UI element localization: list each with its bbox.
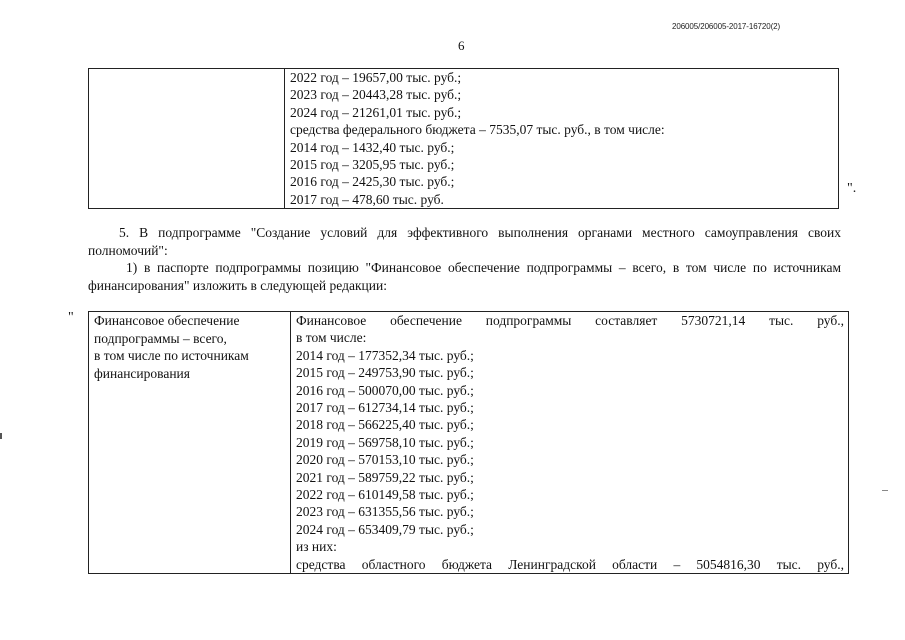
table-line: 2022 год – 19657,00 тыс. руб.; [290,70,462,85]
table-right-cell [291,312,849,574]
table-line: 2021 год – 589759,22 тыс. руб.; [296,469,474,485]
table-left-cell [89,69,285,209]
table-line: 2022 год – 610149,58 тыс. руб.; [296,487,474,503]
table-line: 2023 год – 20443,28 тыс. руб.; [290,87,462,103]
table-line: 2024 год – 653409,79 тыс. руб.; [296,521,474,537]
table-row [89,312,849,574]
table-line: 2019 год – 569758,10 тыс. руб.; [296,434,474,450]
opening-quote-mark: " [68,310,74,325]
financing-table [88,311,849,574]
section-paragraph: 5. В подпрограмме "Создание условий для эффективного выполнения органами местного самоуправления своих полномочий": [88,225,841,258]
table-line: 2020 год – 570153,10 тыс. руб.; [296,452,474,468]
table-row [89,69,839,209]
table-line: 2023 год – 631355,56 тыс. руб.; [296,504,474,520]
scan-edge-mark [882,490,888,491]
table-line: 2015 год – 249753,90 тыс. руб.; [296,365,474,381]
table-line: 2016 год – 2425,30 тыс. руб.; [290,174,455,190]
table-right-cell [285,69,839,209]
table-line: 2017 год – 612734,14 тыс. руб.; [296,400,474,416]
table-left-cell [89,312,291,574]
table-line: 2014 год – 177352,34 тыс. руб.; [296,347,474,363]
table-left-line: финансирования [94,365,190,381]
table-left-line: в том числе по источникам [94,348,249,364]
table-line: средства областного бюджета Ленинградской области – 5054816,30 тыс. руб., [296,556,844,572]
table-line: 2017 год – 478,60 тыс. руб. [290,191,444,207]
page-number: 6 [458,38,465,53]
scan-edge-mark [0,433,2,439]
subsection-paragraph: 1) в паспорте подпрограммы позицию "Финансовое обеспечение подпрограммы – всего, в том числе по источникам финансирования" изложить в следующей редакции: [88,260,841,293]
financing-table-continued [88,68,839,209]
table-line: средства федерального бюджета – 7535,07 тыс. руб., в том числе: [290,122,665,138]
table-left-line: подпрограммы – всего, [94,330,227,346]
document-id: 206005/206005-2017-16720(2) [672,22,781,31]
table-line: Финансовое обеспечение подпрограммы составляет 5730721,14 тыс. руб., [296,313,844,328]
table-line: 2024 год – 21261,01 тыс. руб.; [290,104,462,120]
table-left-line: Финансовое обеспечение [94,313,240,328]
table-line: 2018 год – 566225,40 тыс. руб.; [296,417,474,433]
table-line: 2016 год – 500070,00 тыс. руб.; [296,382,474,398]
table-line: 2015 год – 3205,95 тыс. руб.; [290,157,455,173]
table-line: из них: [296,539,337,555]
table-line: 2014 год – 1432,40 тыс. руб.; [290,139,455,155]
closing-quote-mark: ". [847,181,857,196]
table-line: в том числе: [296,330,367,346]
